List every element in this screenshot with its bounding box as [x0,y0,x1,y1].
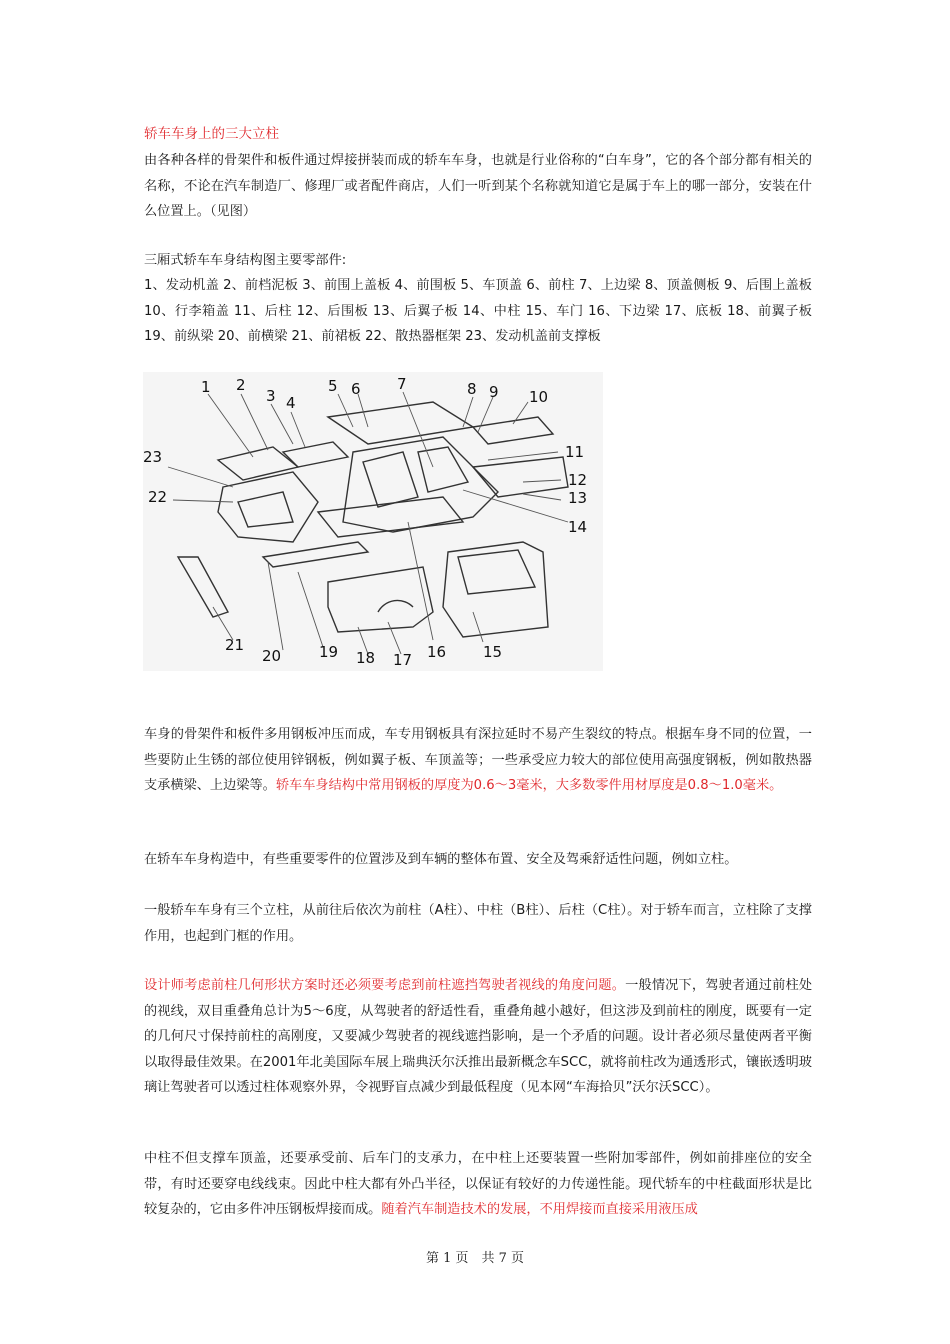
diagram-label: 21 [225,636,245,654]
diagram-label: 19 [319,643,339,661]
a-pillar-normal: 一般情况下，驾驶者通过前柱处的视线，双目重叠角总计为5～6度，从驾驶者的舒适性看，重叠角越小越好，但这涉及到前柱的刚度，既要有一定的几何尺寸保持前柱的高刚度，又要减少驾驶者的视线遮挡影响，是一个矛盾的问题。设计者必须尽量使两者平衡以取得最佳效果。在2001年北美国际车展上瑞典沃尔沃推出最新概念车SCC，就将前柱改为通透形式，镶嵌透明玻璃让驾驶者可以透过柱体观察外界，令视野盲点减少到最低程度（见本网“车海拾贝”沃尔沃SCC）。 [144,978,813,1095]
a-pillar-highlight: 设计师考虑前柱几何形状方案时还必须要考虑到前柱遮挡驾驶者视线的角度问题。 [144,978,626,993]
diagram-label: 23 [143,448,163,466]
steel-paragraph [144,722,812,799]
pillar-intro-paragraph: 在轿车车身构造中，有些重要零件的位置涉及到车辆的整体布置、安全及驾乘舒适性问题，例如立柱。 [144,852,738,867]
diagram-label: 17 [393,651,413,669]
parts-heading: 三厢式轿车车身结构图主要零部件: [144,253,347,268]
diagram-label: 9 [489,383,499,401]
diagram-label: 16 [427,643,447,661]
steel-paragraph-highlight: 轿车车身结构中常用钢板的厚度为0.6～3毫米，大多数零件用材厚度是0.8～1.0毫米。 [275,778,783,793]
b-pillar-paragraph [144,1146,812,1223]
diagram-label: 15 [483,643,503,661]
intro-paragraph: 由各种各样的骨架件和板件通过焊接拼装而成的轿车车身，也就是行业俗称的“白车身”，它的各个部分都有相关的名称，不论在汽车制造厂、修理厂或者配件商店，人们一听到某个名称就知道它是属于车上的哪一部分，安装在什么位置上。（见图） [144,153,812,219]
diagram-label: 20 [262,647,282,665]
steel-paragraph-normal: 车身的骨架件和板件多用钢板冲压而成，车专用钢板具有深拉延时不易产生裂纹的特点。根据车身不同的位置，一些要防止生锈的部位使用锌钢板，例如翼子板、车顶盖等；一些承受应力较大的部位使用高强度钢板，例如散热器支承横梁、上边梁等。 [144,727,812,793]
diagram-label: 6 [351,380,361,398]
parts-list: 1、发动机盖 2、前档泥板 3、前围上盖板 4、前围板 5、车顶盖 6、前柱 7、上边梁 8、顶盖侧板 9、后围上盖板 10、行李箱盖 11、后柱 12、后围板 13、后翼子板 14、中柱 15、车门 16、下边梁 17、底板 18、前翼子板 19、前纵梁 20、前横梁 21、前裙板 22、散热器框架 23、发动机盖前支撑板 [144,278,812,344]
diagram-label: 8 [467,380,477,398]
diagram-label: 2 [236,376,246,394]
diagram-label: 7 [397,375,407,393]
diagram-label: 10 [529,388,549,406]
section-title: 轿车车身上的三大立柱 [144,126,279,142]
diagram-label: 13 [568,489,588,507]
diagram-label: 18 [356,649,376,667]
b-pillar-normal: 中柱不但支撑车顶盖，还要承受前、后车门的支承力，在中柱上还要装置一些附加零部件，例如前排座位的安全带，有时还要穿电线线束。因此中柱大都有外凸半径，以保证有较好的力传递性能。现代轿车的中柱截面形状是比较复杂的，它由多件冲压钢板焊接而成。 [144,1151,812,1217]
diagram-label: 12 [568,471,588,489]
a-pillar-paragraph [144,973,812,1101]
diagram-label: 14 [568,518,588,536]
diagram-label: 1 [201,378,211,396]
diagram-label: 22 [148,488,168,506]
diagram-label: 5 [328,377,338,395]
diagram-label: 4 [286,394,296,412]
diagram-label: 11 [565,443,585,461]
page-footer: 第 1 页 共 7 页 [425,1251,525,1266]
diagram-label: 3 [266,387,276,405]
car-body-diagram-svg [143,372,603,671]
three-pillars-paragraph: 一般轿车车身有三个立柱，从前往后依次为前柱（A柱）、中柱（B柱）、后柱（C柱）。对于轿车而言，立柱除了支撑作用，也起到门框的作用。 [144,903,812,944]
car-body-diagram [143,372,603,671]
b-pillar-highlight: 随着汽车制造技术的发展，不用焊接而直接采用液压成 [381,1202,698,1217]
